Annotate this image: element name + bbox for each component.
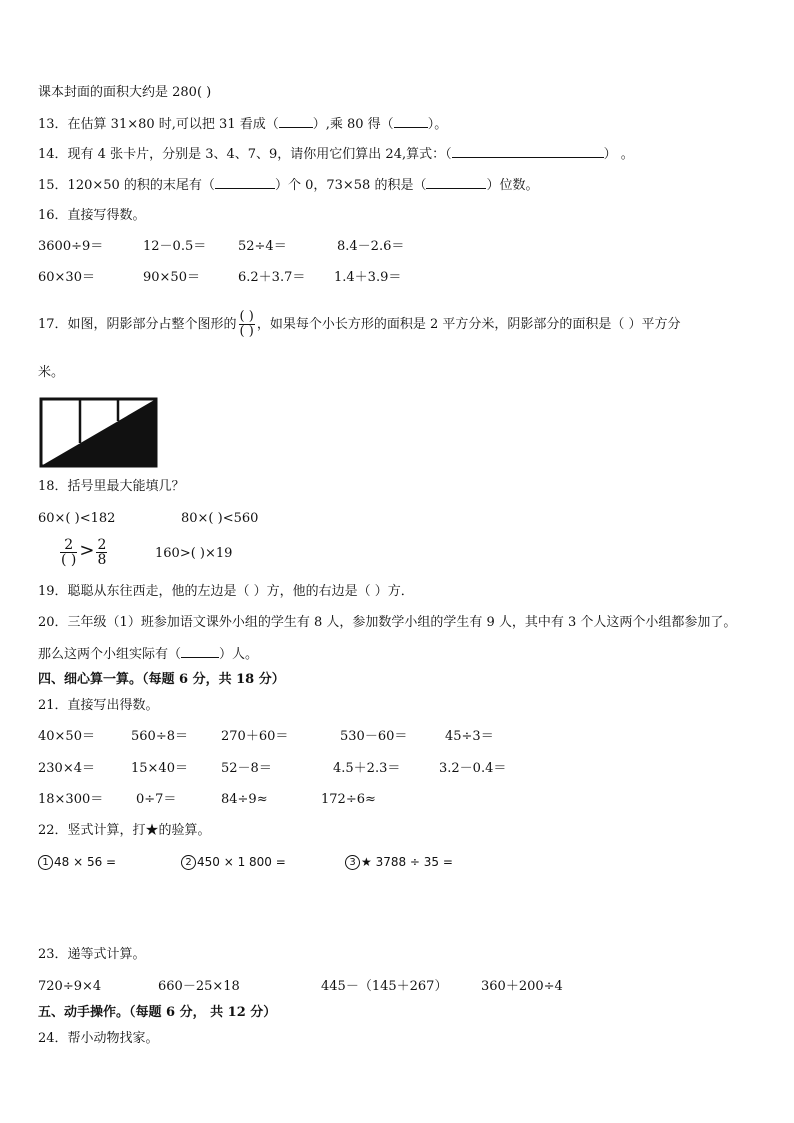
q21-r1-c3: 270＋60＝ [221,729,289,744]
q21-r1-c5: 45÷3＝ [445,729,494,744]
question-13 [38,115,447,134]
q20-blank[interactable] [181,645,219,658]
q21-title: 21．直接写出得数。 [38,698,159,713]
q22-title: 22．竖式计算，打★的验算。 [38,823,211,838]
q14-part-a: 14．现有 4 张卡片，分别是 3、4、7、9，请你用它们算出 24,算式：（ [38,147,452,162]
q13-part-c: ）。 [427,117,448,132]
q14-part-b: ） 。 [603,147,634,162]
q21-r1-c1: 40×50＝ [38,729,95,744]
q18-gt-sign: > [79,540,95,561]
shaded-triangle [41,399,156,466]
section-4-heading: 四、细心算一算。（每题 6 分，共 18 分） [38,672,285,687]
q16-r2-c4: 1.4＋3.9＝ [334,270,402,285]
q15-part-c: ）位数。 [486,178,539,193]
q18-frac-left [60,538,77,567]
q17-part-b: ，如果每个小长方形的面积是 2 平方分米，阴影部分的面积是（ ）平方分 [256,317,681,332]
question-19: 19．聪聪从东往西走，他的左边是（ ）方，他的右边是（ ）方． [38,584,414,599]
q21-r1-c2: 560÷8＝ [131,729,188,744]
q18-title: 18．括号里最大能填几？ [38,479,185,494]
q17-fraction[interactable] [239,310,255,339]
q13-part-a: 13．在估算 31×80 时,可以把 31 看成（ [38,117,279,132]
q21-r2-c5: 3.2－0.4＝ [439,761,507,776]
question-17 [38,310,681,340]
q20-line-1: 20．三年级（1）班参加语文课外小组的学生有 8 人，参加数学小组的学生有 9 人，其中有 3 个人这两个小组都参加了。 [38,615,737,630]
q23-title: 23．递等式计算。 [38,947,146,962]
q23-item-2: 660－25×18 [158,979,240,994]
q18-expr-4[interactable]: 160>( )×19 [155,546,233,561]
q15-blank-2[interactable] [426,176,486,189]
q22-item-1[interactable] [38,853,116,871]
q15-blank-1[interactable] [215,176,275,189]
q18-frac-left-den: ( ) [61,552,77,568]
q16-r2-c1: 60×30＝ [38,270,95,285]
q18-expr-2[interactable]: 80×( )<560 [181,511,259,526]
q23-item-4: 360＋200÷4 [481,979,563,994]
q21-r3-c1: 18×300＝ [38,792,104,807]
q16-r2-c3: 6.2＋3.7＝ [238,270,306,285]
q18-expr-3[interactable] [58,536,109,568]
q12-tail: 课本封面的面积大约是 280( ) [38,85,212,100]
q13-part-b: ）,乘 80 得（ [312,117,394,132]
q22-expr-3: ★ 3788 ÷ 35 = [361,855,453,869]
q21-r2-c1: 230×4＝ [38,761,95,776]
q16-r1-c4: 8.4－2.6＝ [337,239,405,254]
q22-expr-1: 48 × 56 = [54,855,117,869]
q18-expr-1[interactable]: 60×( )<182 [38,511,116,526]
q22-num-2: 2 [181,855,196,870]
q15-part-b: ）个 0，73×58 的积是（ [274,178,427,193]
q15-part-a: 15．120×50 的积的末尾有（ [38,178,215,193]
q18-frac-left-num: 2 [60,538,77,553]
q17-part-a: 17．如图，阴影部分占整个图形的 [38,317,237,332]
q21-r3-c2: 0÷7＝ [136,792,177,807]
q13-blank-1[interactable] [279,115,313,128]
q23-item-1: 720÷9×4 [38,979,102,994]
q21-r1-c4: 530－60＝ [340,729,408,744]
q20-part-b1: 那么这两个小组实际有（ [38,647,182,662]
q22-num-1: 1 [38,855,53,870]
q18-frac-right-den: 8 [97,552,107,568]
q17-frac-den: ( ) [239,324,254,339]
q21-r2-c3: 52－8＝ [221,761,272,776]
question-15 [38,176,538,195]
q21-r3-c3: 84÷9≈ [221,792,268,807]
q21-r2-c2: 15×40＝ [131,761,188,776]
q21-r3-c4: 172÷6≈ [321,792,376,807]
q18-frac-right-num: 2 [97,537,107,553]
q20-line-2 [38,645,258,664]
q16-r1-c3: 52÷4＝ [238,239,287,254]
q21-r2-c4: 4.5＋2.3＝ [333,761,401,776]
q16-r2-c2: 90×50＝ [143,270,200,285]
q17-part-c: 米。 [38,365,65,380]
q16-r1-c2: 12－0.5＝ [143,239,207,254]
q13-blank-2[interactable] [394,115,428,128]
section-5-heading: 五、动手操作。（每题 6 分， 共 12 分） [38,1005,277,1020]
q23-item-3: 445－（145＋267） [321,979,448,994]
q17-frac-num: ( ) [239,309,254,324]
q22-num-3: 3 [345,855,360,870]
q22-expr-2: 450 × 1 800 = [197,855,286,869]
q18-frac-right [96,538,107,567]
q16-title: 16．直接写得数。 [38,208,146,223]
q22-item-3[interactable] [345,853,453,871]
q22-item-2[interactable] [181,853,286,871]
q17-rectangle-figure [39,397,158,469]
q20-part-b2: ）人。 [219,647,259,662]
question-14 [38,145,634,164]
q16-r1-c1: 3600÷9＝ [38,239,104,254]
q14-blank[interactable] [452,145,604,158]
question-24: 24．帮小动物找家。 [38,1031,159,1046]
